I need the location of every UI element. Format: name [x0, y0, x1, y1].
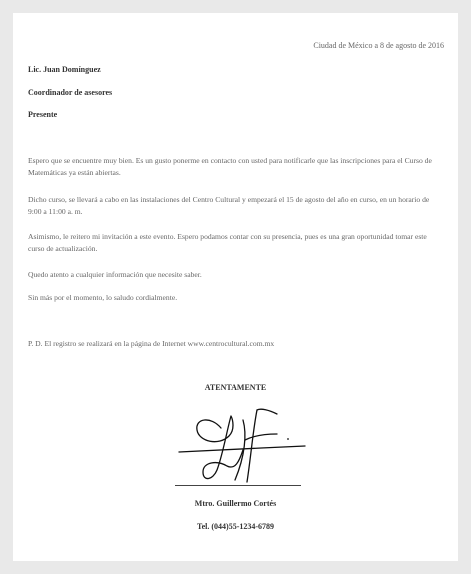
body-paragraph-5: Sin más por el momento, lo saludo cordialmente. [28, 293, 178, 302]
recipient-name: Lic. Juan Domínguez [28, 65, 101, 74]
recipient-position: Coordinador de asesores [28, 88, 113, 97]
date-line: Ciudad de México a 8 de agosto de 2016 [313, 41, 444, 50]
handwritten-signature [173, 400, 309, 484]
contact-phone: Tel. (044)55-1234-6789 [196, 522, 275, 531]
closing-text: ATENTAMENTE [204, 383, 267, 392]
body-paragraph-2: Dicho curso, se llevará a cabo en las instalaciones del Centro Cultural y empezará el 15 de agosto del año en curso, en un horario de 9:00 a 11:00 a. m. [28, 195, 430, 216]
letter-page [13, 13, 458, 561]
postscript: P. D. El registro se realizará en la página de Internet www.centrocultural.com.mx [28, 339, 275, 348]
recipient-greeting: Presente [28, 110, 58, 119]
body-paragraph-1: Espero que se encuentre muy bien. Es un gusto ponerme en contacto con usted para notificarle que las inscripciones para el Curso de Matemáticas ya están abiertas. [28, 156, 432, 177]
body-paragraph-3: Asimismo, le reitero mi invitación a este evento. Espero podamos contar con su presencia, pues es una gran oportunidad tomar este curso de actualización. [28, 232, 427, 253]
signature-line [175, 485, 301, 486]
signer-name: Mtro. Guillermo Cortés [194, 499, 277, 508]
body-paragraph-4: Quedo atento a cualquier información que necesite saber. [28, 270, 202, 279]
